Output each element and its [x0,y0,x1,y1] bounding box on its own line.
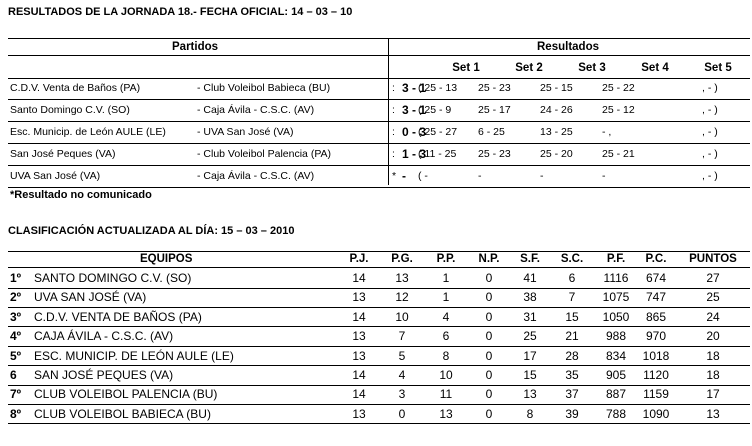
match-set-1-score: ( - [418,170,428,182]
standings-cell: 747 [645,290,667,305]
results-title: RESULTADOS DE LA JORNADA 18.- FECHA OFICIAL: 14 – 03 – 10 [8,6,353,18]
standings-row-border [8,404,750,405]
standings-cell: 13 [523,387,537,402]
standings-cell: 13 [352,329,366,344]
match-set-1-score: ( 25 - 27 [418,126,458,138]
standings-cell: 0 [485,290,493,305]
standings-cell: 14 [352,271,366,285]
standings-cell: 13 [352,348,366,363]
match-set-2-score: 25 - 23 [478,82,511,94]
standings-cell: 13 [395,271,409,285]
match-set-3-score: 13 - 25 [540,126,573,138]
standings-cell: 37 [565,387,579,402]
standings-cell: 834 [605,348,627,363]
standings-header-border [8,267,750,268]
standings-cell: 14 [352,309,366,324]
match-separator: : [392,82,395,94]
resultados-header: Resultados [537,41,599,53]
standings-position: 4º [10,329,22,344]
standings-header-col: S.C. [560,253,584,265]
match-away-team: - Caja Ávila - C.S.C. (AV) [197,170,315,182]
standings-position: 5º [10,348,22,363]
set-header-1: Set 1 [452,62,480,74]
standings-header-col: S.F. [520,253,540,265]
standings-position: 3º [10,309,22,324]
standings-cell: 865 [645,309,667,324]
match-set-5-score: , - ) [702,170,718,182]
standings-cell: 12 [395,290,409,305]
standings-cell: 10 [439,368,453,382]
standings-cell: 31 [523,309,537,324]
standings-top-border [8,251,750,252]
standings-cell: 1 [442,290,450,305]
standings-cell: 0 [485,271,493,285]
standings-cell: 11 [439,387,453,402]
standings-cell: 970 [645,329,667,344]
results-header-border [8,55,750,56]
match-home-team: Esc. Municip. de León AULE (LE) [10,126,166,138]
match-set-5-score: , - ) [702,104,718,116]
match-set-5-score: , - ) [702,148,718,160]
standings-position: 7º [10,387,22,402]
set-header-5: Set 5 [704,62,732,74]
standings-cell: 1 [442,271,450,285]
match-set-3-score: 25 - 15 [540,82,573,94]
standings-cell: 887 [605,387,627,402]
standings-header-col: N.P. [478,253,500,265]
standings-cell: 0 [485,348,493,363]
match-set-1-score: ( 11 - 25 [418,148,457,160]
set-header-3: Set 3 [578,62,606,74]
match-set-2-score: - [478,170,482,182]
match-away-team: - Club Voleibol Babieca (BU) [197,82,331,94]
match-set-1-score: ( 25 - 13 [418,82,458,94]
results-top-border [8,38,750,39]
standings-row-border [8,346,750,347]
standings-team: CLUB VOLEIBOL PALENCIA (BU) [34,387,218,402]
match-score: - [402,169,406,183]
standings-position: 1º [10,271,22,285]
standings-cell: 788 [605,406,627,421]
match-set-4-score: 25 - 12 [602,104,635,116]
match-score: 0 - 3 [402,125,427,139]
standings-title: CLASIFICACIÓN ACTUALIZADA AL DÍA: 15 – 03 – 2010 [8,225,295,237]
standings-row-border [8,288,750,289]
match-set-2-score: 6 - 25 [478,126,505,138]
match-separator: : [392,104,395,116]
standings-cell: 41 [523,271,537,285]
match-away-team: - Club Voleibol Palencia (PA) [197,148,332,160]
standings-row-border [8,326,750,327]
standings-cell: 1120 [643,368,669,382]
standings-cell: 20 [706,329,720,344]
standings-cell: 7 [568,290,576,305]
match-separator: * [392,170,397,182]
match-set-4-score: 25 - 21 [602,148,635,160]
standings-cell: 35 [565,368,579,382]
standings-cell: 0 [485,329,493,344]
standings-cell: 17 [523,348,537,363]
set-header-4: Set 4 [641,62,669,74]
standings-cell: 27 [706,271,720,285]
standings-cell: 1090 [642,406,670,421]
standings-cell: 1050 [602,309,630,324]
standings-cell: 18 [706,348,720,363]
match-set-3-score: - [540,170,544,182]
match-home-team: San José Peques (VA) [10,148,116,160]
match-set-2-score: 25 - 23 [478,148,511,160]
standings-cell: 0 [398,406,406,421]
standings-cell: 28 [565,348,579,363]
standings-cell: 1018 [642,348,670,363]
standings-cell: 39 [565,406,579,421]
standings-row-border [8,385,750,386]
standings-team: CLUB VOLEIBOL BABIECA (BU) [34,406,211,421]
standings-cell: 6 [442,329,450,344]
standings-cell: 0 [485,387,493,402]
results-column-divider [388,39,389,185]
match-row-border [8,165,750,166]
standings-header-col: P.F. [606,253,626,265]
standings-cell: 4 [398,368,406,382]
standings-cell: 6 [568,271,576,285]
match-score: 3 - 1 [402,81,427,95]
standings-cell: 3 [398,387,406,402]
standings-cell: 18 [706,368,720,382]
standings-team: SAN JOSÉ PEQUES (VA) [34,368,174,382]
standings-cell: 13 [352,406,366,421]
standings-cell: 25 [706,290,720,305]
standings-cell: 7 [398,329,406,344]
match-home-team: Santo Domingo C.V. (SO) [10,104,130,116]
standings-cell: 8 [526,406,534,421]
set-header-border [8,78,750,79]
standings-header-col: PUNTOS [689,253,737,265]
match-separator: : [392,148,395,160]
standings-header-col: P.P. [436,253,456,265]
results-footnote: *Resultado no comunicado [10,189,152,201]
standings-cell: 13 [706,406,720,421]
standings-cell: 10 [395,309,409,324]
standings-team: ESC. MUNICIP. DE LEÓN AULE (LE) [34,348,234,363]
standings-row-border [8,307,750,308]
standings-cell: 24 [706,309,720,324]
standings-cell: 8 [442,348,450,363]
equipos-header: EQUIPOS [140,253,193,265]
match-set-1-score: ( 25 - 9 [418,104,452,116]
standings-cell: 0 [485,368,493,382]
match-set-3-score: 24 - 26 [540,104,573,116]
standings-cell: 5 [398,348,406,363]
standings-team: SANTO DOMINGO C.V. (SO) [34,271,192,285]
standings-cell: 14 [352,368,366,382]
standings-cell: 15 [565,309,579,324]
standings-cell: 21 [565,329,579,344]
standings-cell: 674 [645,271,667,285]
standings-header-col: P.J. [349,253,369,265]
match-row-border [8,121,750,122]
match-home-team: UVA San José (VA) [10,170,101,182]
standings-team: C.D.V. VENTA DE BAÑOS (PA) [34,309,202,324]
standings-cell: 988 [605,329,627,344]
match-set-5-score: , - ) [702,126,718,138]
standings-cell: 13 [439,406,453,421]
standings-cell: 15 [523,368,537,382]
standings-cell: 13 [352,290,366,305]
match-score: 1 - 3 [402,147,427,161]
match-row-border [8,187,750,188]
standings-cell: 1116 [603,271,629,285]
match-row-border [8,99,750,100]
standings-cell: 1075 [602,290,630,305]
standings-position: 8º [10,406,22,421]
standings-team: CAJA ÁVILA - C.S.C. (AV) [34,329,174,344]
match-separator: : [392,126,395,138]
standings-header-col: P.C. [645,253,667,265]
match-set-3-score: 25 - 20 [540,148,573,160]
standings-position: 2º [10,290,22,305]
standings-cell: 17 [706,387,720,402]
standings-cell: 0 [485,406,493,421]
standings-row-border [8,423,750,424]
standings-cell: 25 [523,329,537,344]
partidos-header: Partidos [172,41,219,53]
standings-cell: 38 [523,290,537,305]
match-home-team: C.D.V. Venta de Baños (PA) [10,82,141,94]
standings-cell: 4 [442,309,450,324]
standings-header-col: P.G. [391,253,413,265]
standings-team: UVA SAN JOSÉ (VA) [34,290,147,305]
match-set-4-score: - [602,170,606,182]
match-set-2-score: 25 - 17 [478,104,511,116]
match-set-4-score: - , [602,126,612,138]
match-row-border [8,143,750,144]
standings-cell: 905 [605,368,627,382]
match-set-5-score: , - ) [702,82,718,94]
match-set-4-score: 25 - 22 [602,82,635,94]
standings-row-border [8,365,750,366]
standings-cell: 0 [485,309,493,324]
set-header-2: Set 2 [515,62,543,74]
match-away-team: - UVA San José (VA) [197,126,294,138]
match-score: 3 - 1 [402,103,427,117]
standings-cell: 1159 [643,387,669,402]
match-away-team: - Caja Ávila - C.S.C. (AV) [197,104,315,116]
standings-position: 6 [10,368,17,382]
standings-cell: 14 [352,387,366,402]
